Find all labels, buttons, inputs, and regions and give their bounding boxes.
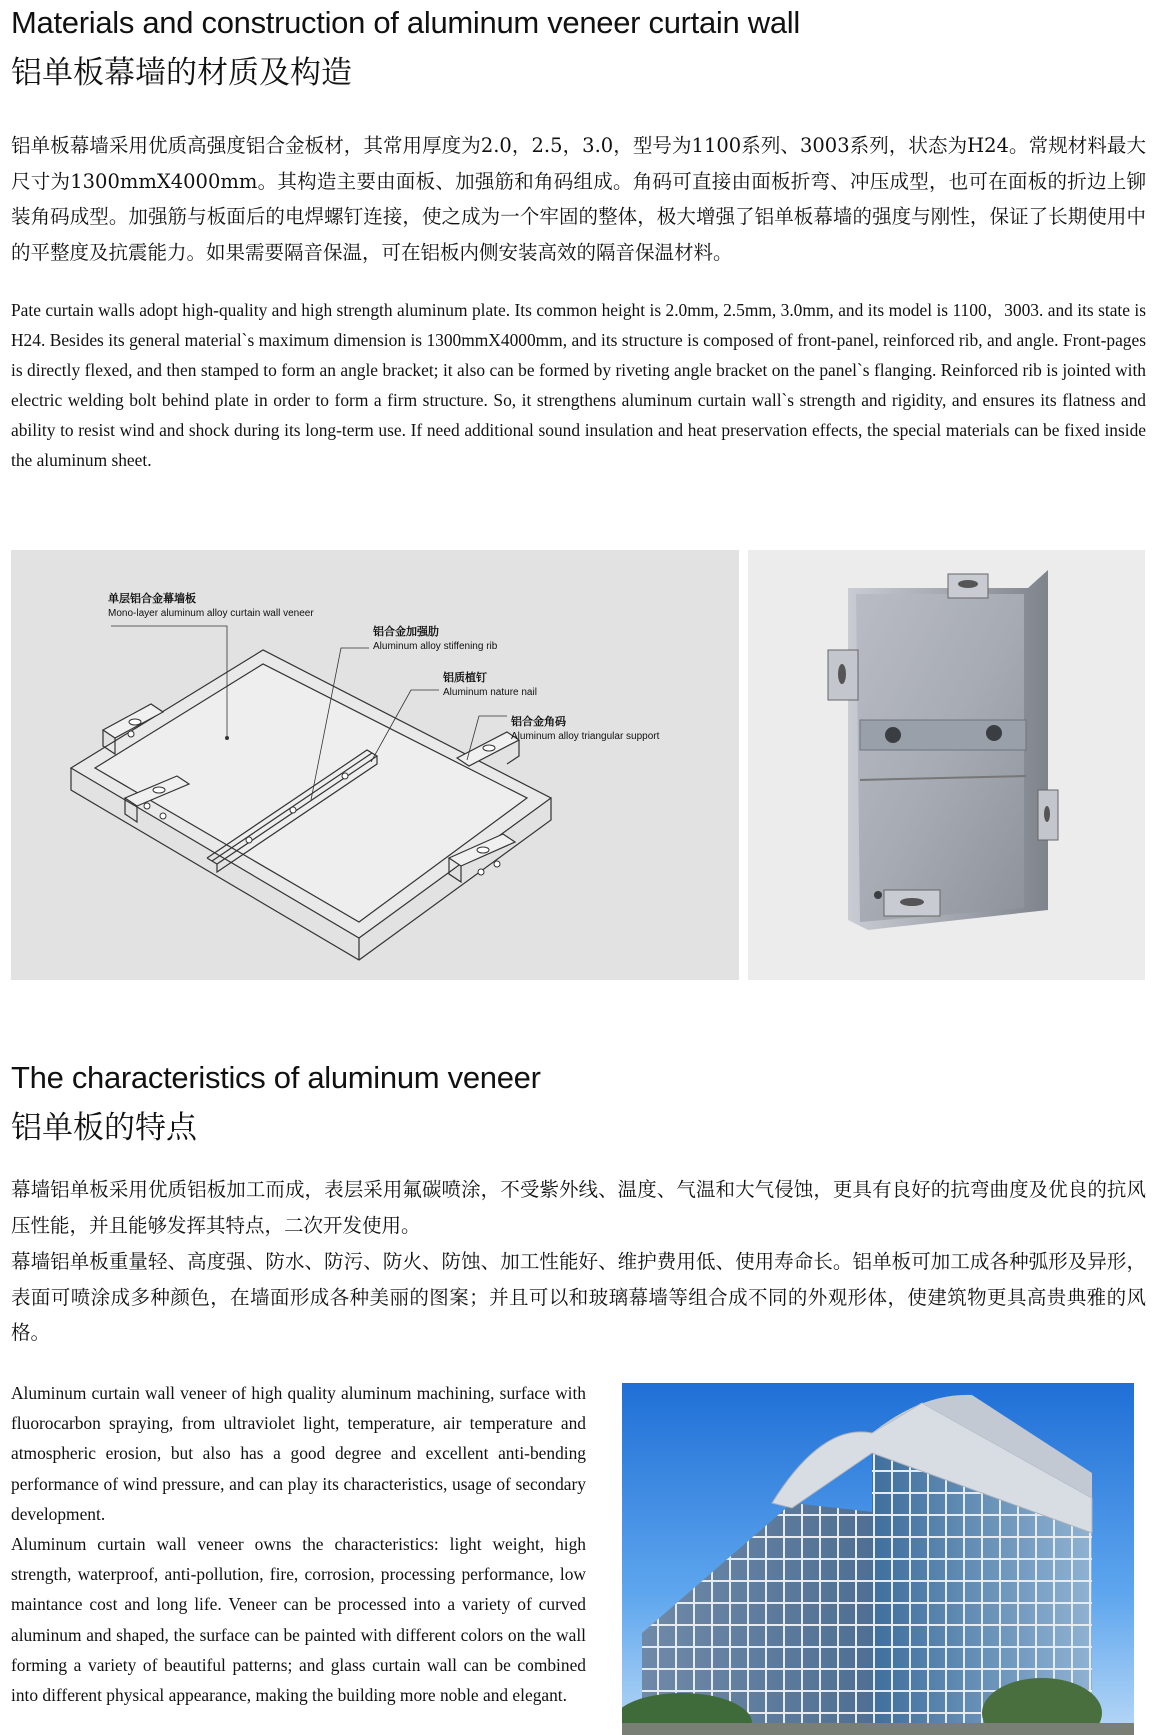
label-support-en: Aluminum alloy triangular support (511, 731, 660, 742)
section2-paragraph-en-1: Aluminum curtain wall veneer of high quality aluminum machining, surface with fluorocarbon spraying, from ultraviolet light, temperature, air temperature and atmospheric erosion, but also has a good degree and excellent anti-bending performance of wind pressure, and can play its characteristics, usage of secondary development. (11, 1383, 586, 1524)
section1-paragraph-cn: 铝单板幕墙采用优质高强度铝合金板材，其常用厚度为2.0，2.5，3.0，型号为1100系列、3003系列，状态为H24。常规材料最大尺寸为1300mmX4000mm。其构造主要由面板、加强筋和角码组成。角码可直接由面板折弯、冲压成型，也可在面板的折边上铆装角码成型。加强筋与板面后的电焊螺钉连接，使之成为一个牢固的整体，极大增强了铝单板幕墙的强度与刚性，保证了长期使用中的平整度及抗震能力。如果需要隔音保温，可在铝板内侧安装高效的隔音保温材料。 (11, 134, 1146, 264)
construction-diagram (11, 550, 739, 980)
label-rib-en: Aluminum alloy stiffening rib (373, 641, 498, 652)
section2-paragraph-cn-2: 幕墙铝单板重量轻、高度强、防水、防污、防火、防蚀、加工性能好、维护费用低、使用寿命长。铝单板可加工成各种弧形及异形，表面可喷涂成多种颜色，在墙面形成各种美丽的图案；并且可以和玻璃幕墙等组合成不同的外观形体，使建筑物更具高贵典雅的风格。 (11, 1250, 1146, 1344)
curtain-wall-building-image (622, 1383, 1134, 1735)
label-support-cn: 铝合金角码 (511, 715, 566, 728)
building-photo (622, 1383, 1134, 1735)
label-nail-en: Aluminum nature nail (443, 687, 537, 698)
section2-title-cn: 铝单板的特点 (11, 1110, 197, 1146)
section2-paragraph-cn-1: 幕墙铝单板采用优质铝板加工而成，表层采用氟碳喷涂，不受紫外线、温度、气温和大气侵蚀，更具有良好的抗弯曲度及优良的抗风压性能，并且能够发挥其特点，二次开发使用。 (11, 1178, 1146, 1237)
panel-photo (748, 550, 1145, 980)
section1-title-cn: 铝单板幕墙的材质及构造 (11, 55, 352, 91)
aluminum-panel-photo (748, 550, 1145, 980)
label-nail-cn: 铝质植钉 (443, 671, 487, 684)
label-veneer-en: Mono-layer aluminum alloy curtain wall veneer (108, 608, 314, 619)
section1-title-en: Materials and construction of aluminum veneer curtain wall (11, 5, 800, 40)
panel-exploded-diagram (11, 550, 739, 980)
label-veneer-cn: 单层铝合金幕墙板 (108, 592, 196, 605)
label-rib-cn: 铝合金加强肋 (373, 625, 439, 638)
section2-paragraph-en-2: Aluminum curtain wall veneer owns the characteristics: light weight, high strength, waterproof, anti-pollution, fire, corrosion, processing performance, low maintance cost and long life. Veneer can be processed into a variety of curved aluminum and shaped, the surface can be painted with different colors on the wall forming a variety of beautiful patterns; and glass curtain wall can be combined into different physical appearance, making the building more noble and elegant. (11, 1534, 586, 1706)
section1-paragraph-en: Pate curtain walls adopt high-quality and high strength aluminum plate. Its common height is 2.0mm, 2.5mm, 3.0mm, and its model is 1100，3003. and its state is H24. Besides its general material`s maximum dimension is 1300mmX4000mm, and its structure is composed of front-panel, reinforced rib, and angle. Front-pages is directly flexed, and then stamped to form an angle bracket; it also can be formed by riveting angle bracket on the panel`s flanging. Reinforced rib is jointed with electric welding bolt behind plate in order to form a firm structure. So, it strengthens aluminum curtain wall`s strength and rigidity, and ensures its flatness and ability to resist wind and shock during its long-term use. If need additional sound insulation and heat preservation effects, the special materials can be fixed inside the aluminum sheet. (11, 300, 1146, 470)
section2-title-en: The characteristics of aluminum veneer (11, 1060, 541, 1095)
